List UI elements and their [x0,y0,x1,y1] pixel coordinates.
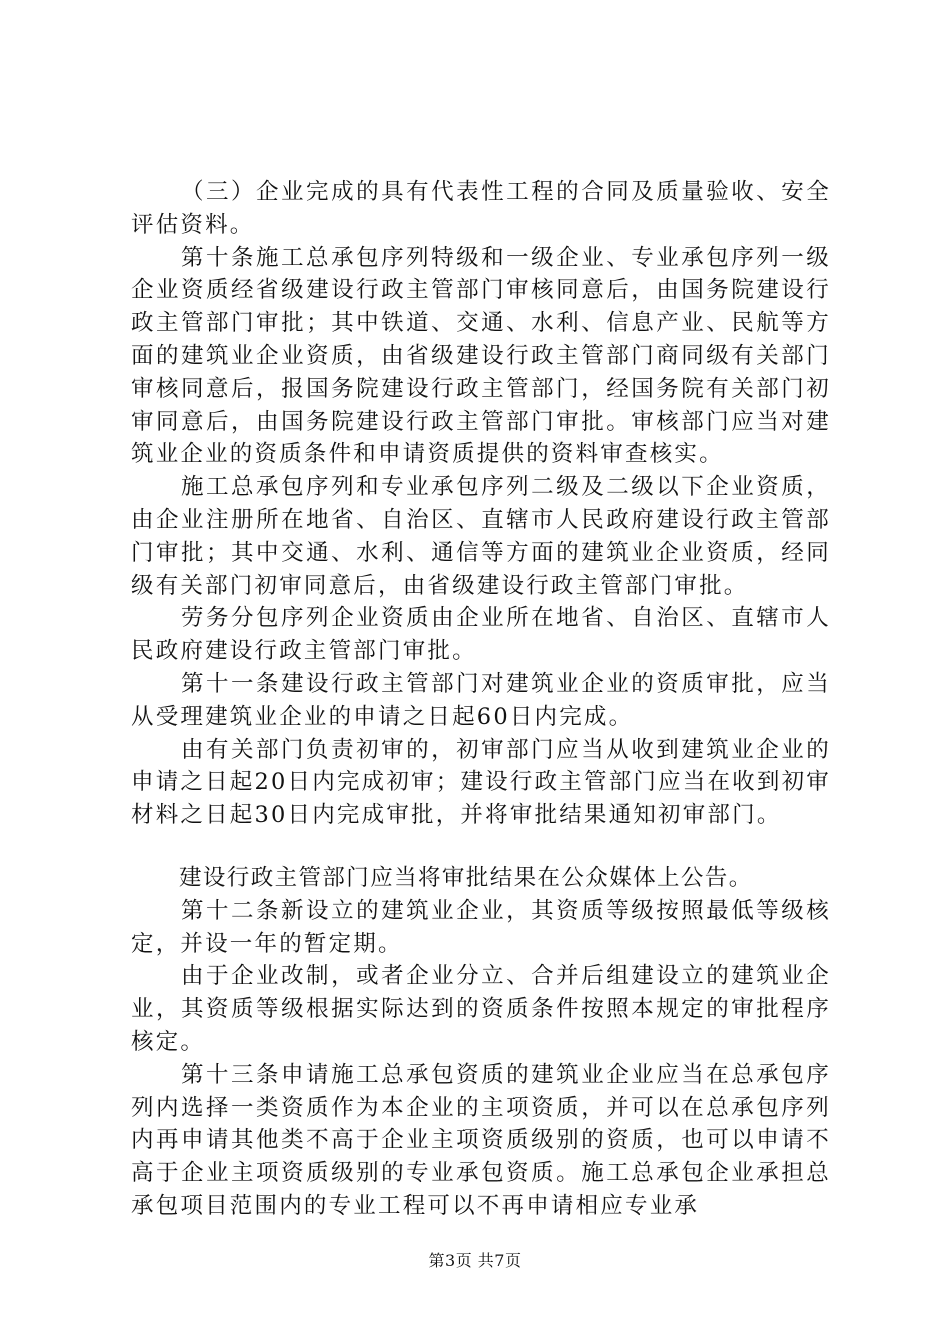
paragraph-preliminary-review: 由有关部门负责初审的，初审部门应当从收到建筑业企业的申请之日起20日内完成初审；建设行政主管部门应当在收到初审材料之日起30日内完成审批，并将审批结果通知初审部门。 [131,736,831,829]
paragraph-gap [131,832,831,862]
paragraph-provincial-approval: 施工总承包序列和专业承包序列二级及二级以下企业资质，由企业注册所在地省、自治区、直辖市人民政府建设行政主管部门审批；其中交通、水利、通信等方面的建筑业企业资质，经同级有关部门初审同意后，由省级建设行政主管部门审批。 [131,474,831,599]
paragraph-article-10: 第十条施工总承包序列特级和一级企业、专业承包序列一级企业资质经省级建设行政主管部门审核同意后，由国务院建设行政主管部门审批；其中铁道、交通、水利、信息产业、民航等方面的建筑业企业资质，由省级建设行政主管部门商同级有关部门审核同意后，报国务院建设行政主管部门，经国务院有关部门初审同意后，由国务院建设行政主管部门审批。审核部门应当对建筑业企业的资质条件和申请资质提供的资料审查核实。 [131,244,831,468]
document-body [131,176,831,1223]
page-number-footer: 第3页 共7页 [428,1251,522,1270]
paragraph-labor-subcontract: 劳务分包序列企业资质由企业所在地省、自治区、直辖市人民政府建设行政主管部门审批。 [131,605,831,665]
paragraph-article-11: 第十一条建设行政主管部门对建筑业企业的资质审批，应当从受理建筑业企业的申请之日起60日内完成。 [131,670,831,730]
paragraph-public-announcement: 建设行政主管部门应当将审批结果在公众媒体上公告。 [179,864,753,891]
paragraph-restructuring: 由于企业改制，或者企业分立、合并后组建设立的建筑业企业，其资质等级根据实际达到的资质条件按照本规定的审批程序核定。 [131,963,831,1055]
paragraph-article-13: 第十三条申请施工总承包资质的建筑业企业应当在总承包序列内选择一类资质作为本企业的主项资质，并可以在总承包序列内再申请其他类不高于企业主项资质级别的资质，也可以申请不高于企业主项资质级别的专业承包资质。施工总承包企业承担总承包项目范围内的专业工程可以不再申请相应专业承 [131,1061,831,1219]
paragraph-article-12: 第十二条新设立的建筑业企业，其资质等级按照最低等级核定，并设一年的暂定期。 [131,897,831,957]
paragraph-item-3-materials: （三）企业完成的具有代表性工程的合同及质量验收、安全评估资料。 [131,179,831,238]
